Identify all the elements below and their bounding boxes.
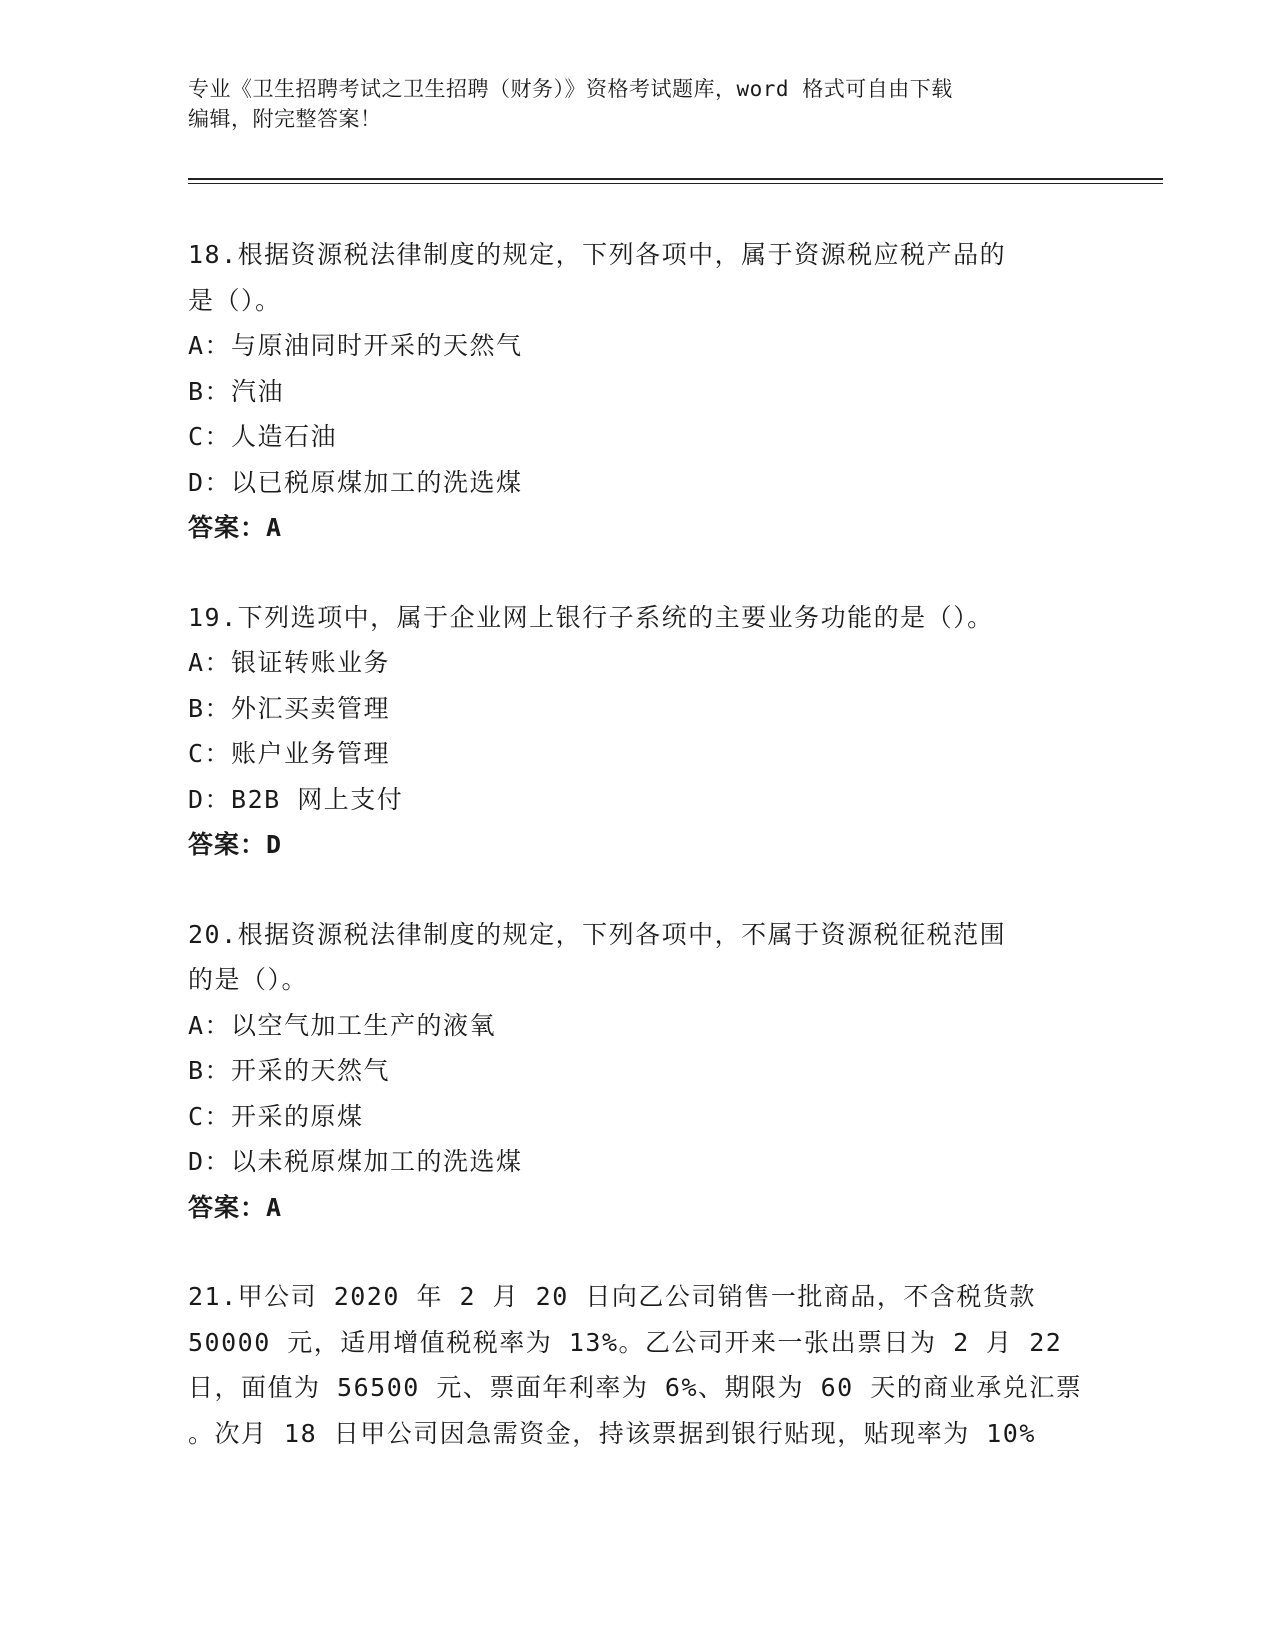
option-a: A：以空气加工生产的液氧 — [188, 1010, 497, 1040]
question-text: 21.甲公司 2020 年 2 月 20 日向乙公司销售一批商品，不含税货款 — [188, 1282, 1036, 1311]
option-b: B：汽油 — [188, 376, 285, 406]
option-d: D：以未税原煤加工的洗选煤 — [188, 1147, 523, 1176]
header-divider-thick — [188, 178, 1163, 180]
question-text: 。次月 18 日甲公司因急需资金，持该票据到银行贴现，贴现率为 10% — [188, 1418, 1036, 1448]
document-header — [188, 74, 1088, 134]
option-d: D：B2B 网上支付 — [188, 784, 404, 814]
header-divider-thin — [188, 183, 1163, 184]
question-text: 19.下列选项中，属于企业网上银行子系统的主要业务功能的是（）。 — [188, 602, 994, 632]
answer — [188, 1185, 1128, 1231]
question-text: 18.根据资源税法律制度的规定，下列各项中，属于资源税应税产品的 — [188, 240, 1007, 269]
question-21 — [188, 1274, 1128, 1456]
question-list — [188, 232, 1128, 1500]
question-18 — [188, 232, 1128, 551]
option-c: C：人造石油 — [188, 422, 338, 451]
option-a: A：银证转账业务 — [188, 648, 391, 677]
header-line: 专业《卫生招聘考试之卫生招聘（财务）》资格考试题库，word 格式可自由下载 — [188, 77, 953, 101]
answer-label: 答案： — [188, 1192, 267, 1222]
answer — [188, 822, 1128, 868]
option-b: B：外汇买卖管理 — [188, 693, 391, 723]
answer — [188, 505, 1128, 551]
answer-label: 答案： — [188, 830, 267, 859]
question-text: 日，面值为 56500 元、票面年利率为 6%、期限为 60 天的商业承兑汇票 — [188, 1373, 1083, 1402]
option-c: C：账户业务管理 — [188, 739, 391, 768]
answer-value: D — [266, 830, 283, 859]
question-text: 的是（）。 — [188, 965, 309, 994]
question-text: 是（）。 — [188, 285, 282, 315]
answer-value: A — [266, 1192, 283, 1222]
question-text: 50000 元，适用增值税税率为 13%。乙公司开来一张出票日为 2 月 22 — [188, 1327, 1063, 1357]
question-19 — [188, 595, 1128, 868]
option-c: C：开采的原煤 — [188, 1101, 364, 1131]
option-d: D：以已税原煤加工的洗选煤 — [188, 467, 523, 497]
header-line: 编辑，附完整答案！ — [188, 107, 382, 131]
question-text: 20.根据资源税法律制度的规定，下列各项中，不属于资源税征税范围 — [188, 919, 1007, 949]
option-b: B：开采的天然气 — [188, 1056, 391, 1085]
question-20 — [188, 912, 1128, 1231]
answer-label: 答案： — [188, 513, 267, 542]
answer-value: A — [266, 513, 283, 542]
option-a: A：与原油同时开采的天然气 — [188, 331, 523, 360]
